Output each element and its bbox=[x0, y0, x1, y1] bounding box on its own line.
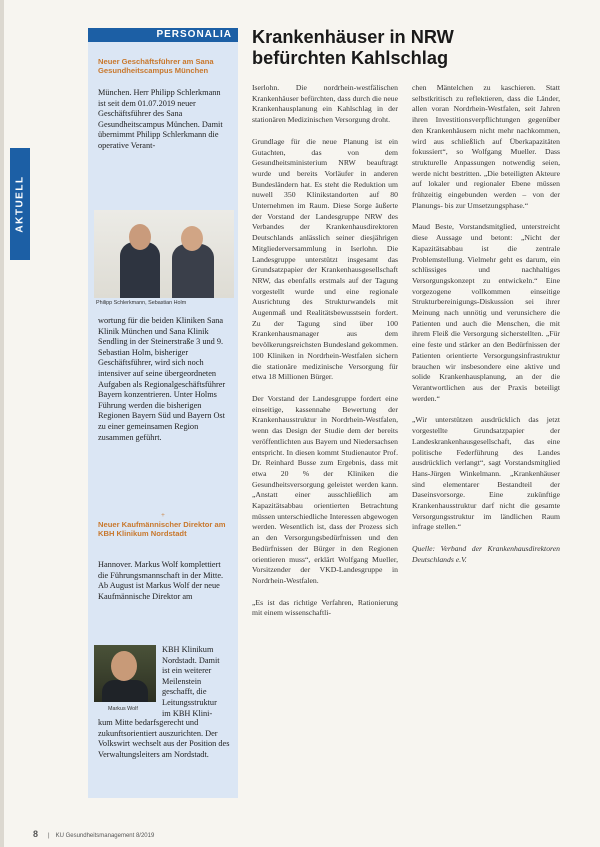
page-number: 8 bbox=[33, 829, 39, 839]
section-tab bbox=[10, 148, 30, 260]
personalia-header-label: PERSONALIA bbox=[156, 29, 232, 40]
photo2-caption: Markus Wolf bbox=[108, 706, 138, 712]
personalia-sidebar bbox=[88, 28, 238, 798]
article-source: Quelle: Verband der Krankenhausdirektoren Deutschlands e.V. bbox=[412, 544, 560, 564]
separator-mark: + bbox=[161, 511, 165, 519]
col2-paragraph-2: Maud Beste, Vorstandsmitglied, unterstreicht diese Aussage und betont: „Nicht der Kapazitätsabbau ist die zentrale Problemstellung. Vielmehr geht es darum, ein schlüssiges und nachhaltiges Versorgungskonzept zu entwickeln.“ Eine vorgezogene vollkommen einseitige Strukturbereinigungs-Diskussion sei ihrer Meinung nach unnötig und verunsichere die Patienten und auch die Menschen, die mit ihrem Fleiß die Versorgung sicherstellten. „Für eine feste und stärker an den Bedürfnissen der Patienten orientierte Versorgungsinfrastruktur brauchen wir insbesondere eine aktive und solide Krankenhausplanung, an der die Verantwortlichen aus der Praxis beteiligt werden.“ bbox=[412, 222, 560, 403]
item2-text-top: Hannover. Markus Wolf komplettiert die Führungsmannschaft in der Mitte. Ab August ist Markus Wolf der neue Kaufmännische Direktor am bbox=[98, 560, 224, 601]
article-column-1 bbox=[252, 83, 398, 630]
section-tab-label: AKTUELL bbox=[14, 175, 26, 233]
col1-paragraph-4: „Es ist das richtige Verfahren, Rationierung mit einem wissenschaftli- bbox=[252, 597, 398, 618]
photo1-caption: Philipp Schlerkmann, Sebastian Holm bbox=[96, 300, 187, 306]
article-title: Krankenhäuser in NRW befürchten Kahlschlag bbox=[252, 27, 454, 68]
col2-paragraph-1: chen Mäntelchen zu kaschieren. Statt selbstkritisch zu reflektieren, dass die Länder, allen voran Nordrhein-Westfalen, seit Jahren ihren Investitionsverpflichtungen gegenüber den Krankenhäusern nicht mehr nachkommen, wird aus schließlich auf Überkapazitäten fokussiert“, so Wolfgang Mueller. Dass strukturelle Anpassungen notwendig seien, werde nicht bestritten. „Die beteiligten Akteure auf lokaler und regionaler Ebene müssen frühzeitig eingebunden werden – von der Planungs- bis zur Umsetzungsphase.“ bbox=[412, 83, 560, 210]
item1-text-bottom: wortung für die beiden Kliniken Sana Klinik München und Sana Klinik Sendling in der Steinerstraße 3 und 9. Sebastian Holm, bisheriger Geschäftsführer, wird sich noch intensiver auf seine übergeordneten Aufgaben als Regionalgeschäftsführer Bayern konzentrieren. Unter Holms Führung werden die bisherigen Regionen Bayern Süd und Bayern Ost zu einer gemeinsamen Region zusammen geführt. bbox=[98, 316, 226, 442]
page-edge bbox=[0, 0, 4, 847]
item1-heading: Neuer Geschäftsführer am Sana Gesundheitscampus München bbox=[98, 57, 214, 76]
page-footer bbox=[33, 829, 154, 839]
item2-text-bottom: kum Mitte bedarfsgerecht und zukunftsorientiert auszurichten. Der Volkswirt wechselt aus der Position des Verwaltungsleiters am Nordstadt. bbox=[98, 718, 230, 759]
item2-text-side: KBH Klinikum Nordstadt. Damit ist ein weiterer Meilenstein geschafft, die Leitungsstruktur im KBH Klini- bbox=[162, 645, 220, 718]
item2-heading: Neuer Kaufmännischer Direktor am KBH Klinikum Nordstadt bbox=[98, 520, 226, 539]
article-column-2 bbox=[412, 83, 560, 577]
personalia-header bbox=[88, 28, 238, 42]
col2-paragraph-3: „Wir unterstützen ausdrücklich das jetzt vorgestellte Grundsatzpapier der Landeskrankenhausgesellschaft, das eine politische Federführung des Landes ausdrücklich verlangt“, sagt Vorstandsmitglied Hans-Jürgen Winkelmann. „Krankenhäuser sind elementarer Bestandteil der Daseinsvorsorge. Eine zukünftige Krankenhausstruktur darf nicht die gesamte Versorgungsstruktur im ländlichen Raum infrage stellen.“ bbox=[412, 415, 560, 532]
col1-paragraph-2: Grundlage für die neue Planung ist ein Gutachten, das von dem Gesundheitsministerium NRW beauftragt wurde und bereits Vorläufer in anderen Bundesländern hat. Es steht die Reduktion um nuwell 350 Klinikstandorten auf 80 Unternehmen im Raum. Diese Sorge äußerte der Vorstand der Landesgruppe NRW des Verbandes der Krankenhausdirektoren Deutschlands anlässlich seiner diesjährigen Mitgliederversammlung in Iserlohn. Die Landesgruppe unterstützt insgesamt das Grundsatzpapier der Krankenhausgesellschaft NRW, das ebenfalls erstmals auf der Tagung vorgestellt wurde und eine regionale Ausrichtung des Strukturwandels mit Augenmaß und Realitätsbewusstsein fordert. Zu der Tagung sind über 100 Krankenhausmanager aus dem bevölkerungsreichsten Bundesland gekommen. 100 Kliniken in Nordrhein-Westfalen sichern die stationäre medizinische Versorgung für etwa 18 Millionen Bürger. bbox=[252, 136, 398, 382]
item1-text-top: München. Herr Philipp Schlerkmann ist seit dem 01.07.2019 neuer Geschäftsführer des Sana Gesundheitscampus München. Damit übernimmt Philipp Schlerkmann die operative Verant- bbox=[98, 88, 223, 150]
photo-schlerkmann-holm bbox=[94, 210, 234, 298]
photo-markus-wolf bbox=[94, 645, 156, 702]
col1-paragraph-1: Iserlohn. Die nordrhein-westfälischen Krankenhäuser befürchten, dass durch die neue Krankenhausplanung ein Kahlschlag in der stationären Medizinischen Versorgung droht. bbox=[252, 83, 398, 125]
publication-name: KU Gesundheitsmanagement 8/2019 bbox=[55, 833, 155, 839]
col1-paragraph-3: Der Vorstand der Landesgruppe fordert eine einseitige, kassennahe Bewertung der Krankenhausstruktur in Nordrhein-Westfalen, wenn das Design der Studie dem der bereits veröffentlichten aus Bayern und Niedersachsen entspricht. In diesen kommt Studienautor Prof. Dr. Reinhard Busse zum Ergebnis, dass mit etwa 20 % der Kliniken die Gesundheitsversorgung geleistet werden kann. „Anstatt einer ausschließlich am Kapazitätsabbau orientierten Betrachtung müssen unterschiedliche Interessen abgewogen werden. Wesentlich ist, dass der Prozess sich an den Versorgungsbedürfnissen und den Bedürfnissen der Bürger in den Regionen orientieren muss“, erklärt Wolfgang Mueller, Vorsitzender der VKD-Landesgruppe in Nordrhein-Westfalen. bbox=[252, 393, 398, 585]
footer-separator: | bbox=[48, 833, 50, 839]
